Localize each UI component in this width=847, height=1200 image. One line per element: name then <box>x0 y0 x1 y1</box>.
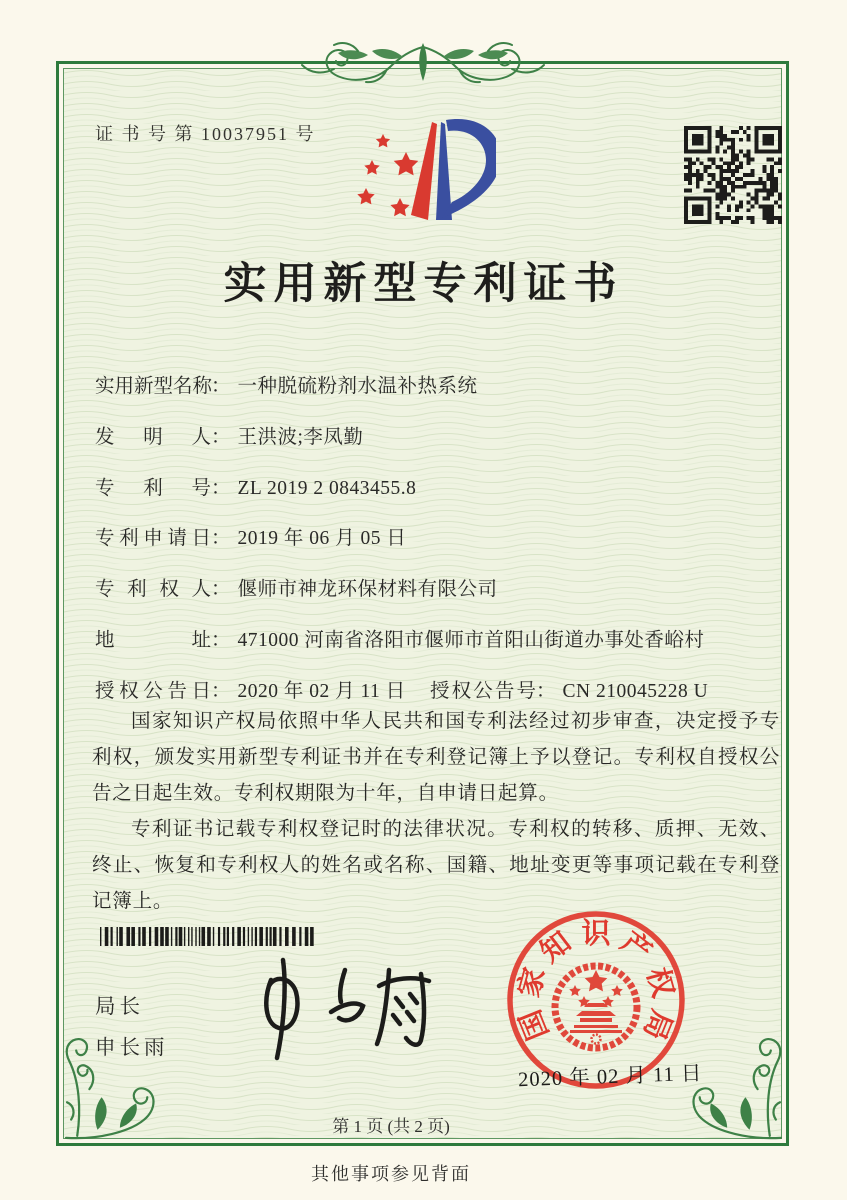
field-value: 王洪波;李凤勤 <box>237 427 364 448</box>
field-label: 专利号 <box>95 478 211 499</box>
body-paragraph: 国家知识产权局依照中华人民共和国专利法经过初步审查，决定授予专利权，颁发实用新型专利证书并在专利登记簿上予以登记。专利权自授权公告之日起生效。专利权期限为十年，自申请日起算。 <box>92 711 780 804</box>
field-value: CN 210045228 U <box>562 681 709 702</box>
body-paragraph: 专利证书记载专利权登记时的法律状况。专利权的转移、质押、无效、终止、恢复和专利权人的姓名或名称、国籍、地址变更等事项记载在专利登记簿上。 <box>92 819 780 912</box>
page-number: 第 1 页 (共 2 页) <box>332 1117 450 1136</box>
director-title: 局长 <box>95 996 144 1018</box>
field-label: 专利申请日 <box>95 528 211 549</box>
certificate-title: 实用新型专利证书 <box>223 261 624 308</box>
handwritten-signature <box>233 952 433 1062</box>
field-label: 地址 <box>95 630 211 651</box>
svg-text:产: 产 <box>614 926 658 970</box>
svg-text:权: 权 <box>640 964 679 1001</box>
field-row-name: 实用新型名称： 一种脱硫粉剂水温补热系统 <box>95 370 785 398</box>
field-value: 471000 河南省洛阳市偃师市首阳山街道办事处香峪村 <box>237 630 705 651</box>
svg-text:识: 识 <box>581 918 611 950</box>
field-row-patentee: 专利权人： 偃师市神龙环保材料有限公司 <box>95 573 785 601</box>
field-value: 偃师市神龙环保材料有限公司 <box>237 579 498 600</box>
field-value: 一种脱硫粉剂水温补热系统 <box>237 376 478 397</box>
cnipa-logo-icon <box>356 108 496 226</box>
field-label: 授权公告日 <box>95 681 211 702</box>
border-ornament-top <box>298 34 548 90</box>
svg-text:家: 家 <box>513 964 552 1001</box>
field-row-address: 地址： 471000 河南省洛阳市偃师市首阳山街道办事处香峪村 <box>95 624 785 652</box>
qr-code <box>684 126 782 224</box>
field-value: 2020 年 02 月 11 日 <box>237 681 406 702</box>
certificate-number: 证 书 号 第 10037951 号 <box>95 124 316 144</box>
national-emblem-icon <box>555 966 637 1048</box>
seal-date: 2020 年 02 月 11 日 <box>517 1062 703 1092</box>
field-label: 专利权人 <box>95 579 211 600</box>
field-value: 2019 年 06 月 05 日 <box>237 528 407 549</box>
svg-text:局: 局 <box>636 1005 678 1045</box>
director-name: 申长雨 <box>95 1037 169 1059</box>
field-row-filing-date: 专利申请日： 2019 年 06 月 05 日 <box>95 522 785 550</box>
field-row-patent-number: 专利号： ZL 2019 2 0843455.8 <box>95 472 785 500</box>
svg-text:知: 知 <box>534 926 578 970</box>
svg-text:国: 国 <box>514 1005 556 1045</box>
barcode <box>100 927 318 946</box>
field-label: 发明人 <box>95 427 211 448</box>
field-grant-number: 授权公告号： CN 210045228 U <box>430 675 708 703</box>
field-label: 实用新型名称 <box>95 376 213 397</box>
back-side-note: 其他事项参见背面 <box>311 1164 471 1184</box>
field-row-grant: 授权公告日： 2020 年 02 月 11 日 授权公告号： CN 210045228 U <box>95 675 785 703</box>
field-value: ZL 2019 2 0843455.8 <box>237 478 417 499</box>
legal-text-block <box>92 704 780 920</box>
field-row-inventor: 发明人： 王洪波;李凤勤 <box>95 421 785 449</box>
field-label: 授权公告号 <box>430 681 536 702</box>
